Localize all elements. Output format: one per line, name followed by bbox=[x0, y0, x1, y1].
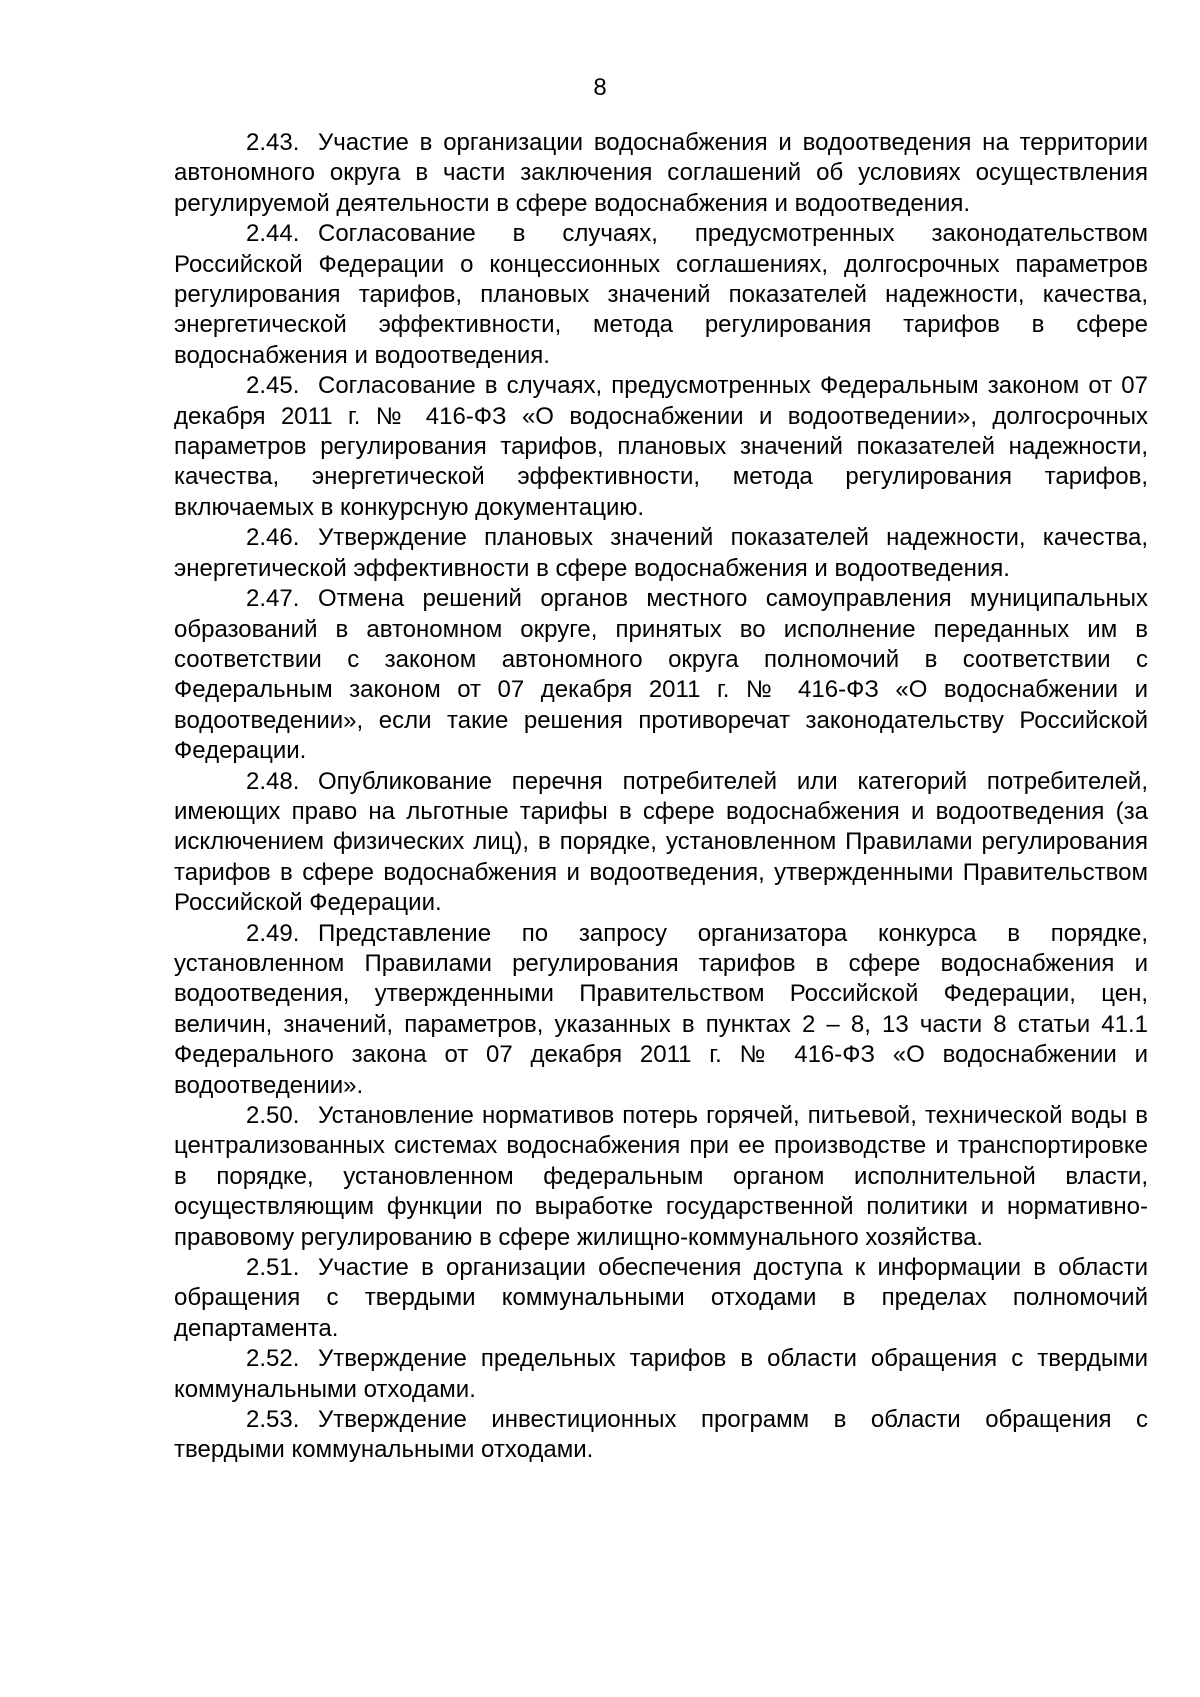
paragraph-number: 2.47. bbox=[246, 585, 300, 613]
document-body bbox=[174, 128, 1148, 1466]
paragraph-number: 2.53. bbox=[246, 1406, 300, 1434]
page-number: 8 bbox=[593, 74, 607, 101]
paragraph-number: 2.45. bbox=[246, 372, 300, 400]
paragraph-text: Установление нормативов потерь горячей, питьевой, технической воды в централизованных системах водоснабжения при ее производстве и транспортировке в порядке, установленном федеральным органом исполнительной власти, осуществляющим функции по выработке государственной политики и нормативно-правовому регулированию в сфере жилищно-коммунального хозяйства. bbox=[174, 1102, 1148, 1251]
paragraph-text: Утверждение предельных тарифов в области обращения с твердыми коммунальными отходами. bbox=[174, 1345, 1148, 1403]
paragraph-text: Утверждение инвестиционных программ в области обращения с твердыми коммунальными отходами. bbox=[174, 1406, 1148, 1464]
paragraph-2-52 bbox=[174, 1344, 1148, 1405]
paragraph-number: 2.44. bbox=[246, 220, 300, 248]
paragraph-2-47 bbox=[174, 584, 1148, 766]
paragraph-number: 2.49. bbox=[246, 919, 300, 947]
paragraph-2-46 bbox=[174, 523, 1148, 584]
paragraph-text: Участие в организации водоснабжения и водоотведения на территории автономного округа в части заключения соглашений об условиях осуществления регулируемой деятельности в сфере водоснабжения и водоотведения. bbox=[174, 129, 1148, 217]
paragraph-number: 2.48. bbox=[246, 767, 300, 795]
paragraph-number: 2.46. bbox=[246, 524, 300, 552]
paragraph-text: Согласование в случаях, предусмотренных законодательством Российской Федерации о концессионных соглашениях, долгосрочных параметров регулирования тарифов, плановых значений показателей надежности, качества, энергетической эффективности, метода регулирования тарифов в сфере водоснабжения и водоотведения. bbox=[174, 220, 1148, 369]
paragraph-2-49 bbox=[174, 919, 1148, 1101]
paragraph-2-43 bbox=[174, 128, 1148, 219]
paragraph-text: Утверждение плановых значений показателей надежности, качества, энергетической эффективности в сфере водоснабжения и водоотведения. bbox=[174, 524, 1148, 582]
paragraph-2-50 bbox=[174, 1101, 1148, 1253]
paragraph-text: Отмена решений органов местного самоуправления муниципальных образований в автономном округе, принятых во исполнение переданных им в соответствии с законом автономного округа полномочий в соответствии с Федеральным законом от 07 декабря 2011 г. № 416-ФЗ «О водоснабжении и водоотведении», если такие решения противоречат законодательству Российской Федерации. bbox=[174, 585, 1148, 765]
paragraph-2-48 bbox=[174, 767, 1148, 919]
paragraph-text: Опубликование перечня потребителей или категорий потребителей, имеющих право на льготные тарифы в сфере водоснабжения и водоотведения (за исключением физических лиц), в порядке, установленном Правилами регулирования тарифов в сфере водоснабжения и водоотведения, утвержденными Правительством Российской Федерации. bbox=[174, 767, 1148, 917]
paragraph-number: 2.51. bbox=[246, 1254, 300, 1282]
paragraph-text: Согласование в случаях, предусмотренных Федеральным законом от 07 декабря 2011 г. № 416-ФЗ «О водоснабжении и водоотведении», долгосрочных параметров регулирования тарифов, плановых значений показателей надежности, качества, энергетической эффективности, метода регулирования тарифов, включаемых в конкурсную документацию. bbox=[174, 372, 1148, 521]
paragraph-text: Участие в организации обеспечения доступа к информации в области обращения с твердыми коммунальными отходами в пределах полномочий департамента. bbox=[174, 1254, 1148, 1342]
paragraph-2-53 bbox=[174, 1405, 1148, 1466]
paragraph-2-45 bbox=[174, 371, 1148, 523]
paragraph-2-44 bbox=[174, 219, 1148, 371]
paragraph-2-51 bbox=[174, 1253, 1148, 1344]
paragraph-number: 2.43. bbox=[246, 129, 300, 156]
paragraph-number: 2.52. bbox=[246, 1345, 300, 1373]
paragraph-number: 2.50. bbox=[246, 1102, 300, 1129]
paragraph-text: Представление по запросу организатора конкурса в порядке, установленном Правилами регулирования тарифов в сфере водоснабжения и водоотведения, утвержденными Правительством Российской Федерации, цен, величин, значений, параметров, указанных в пунктах 2 – 8, 13 части 8 статьи 41.1 Федерального закона от 07 декабря 2011 г. № 416-ФЗ «О водоснабжении и водоотведении». bbox=[174, 919, 1148, 1099]
